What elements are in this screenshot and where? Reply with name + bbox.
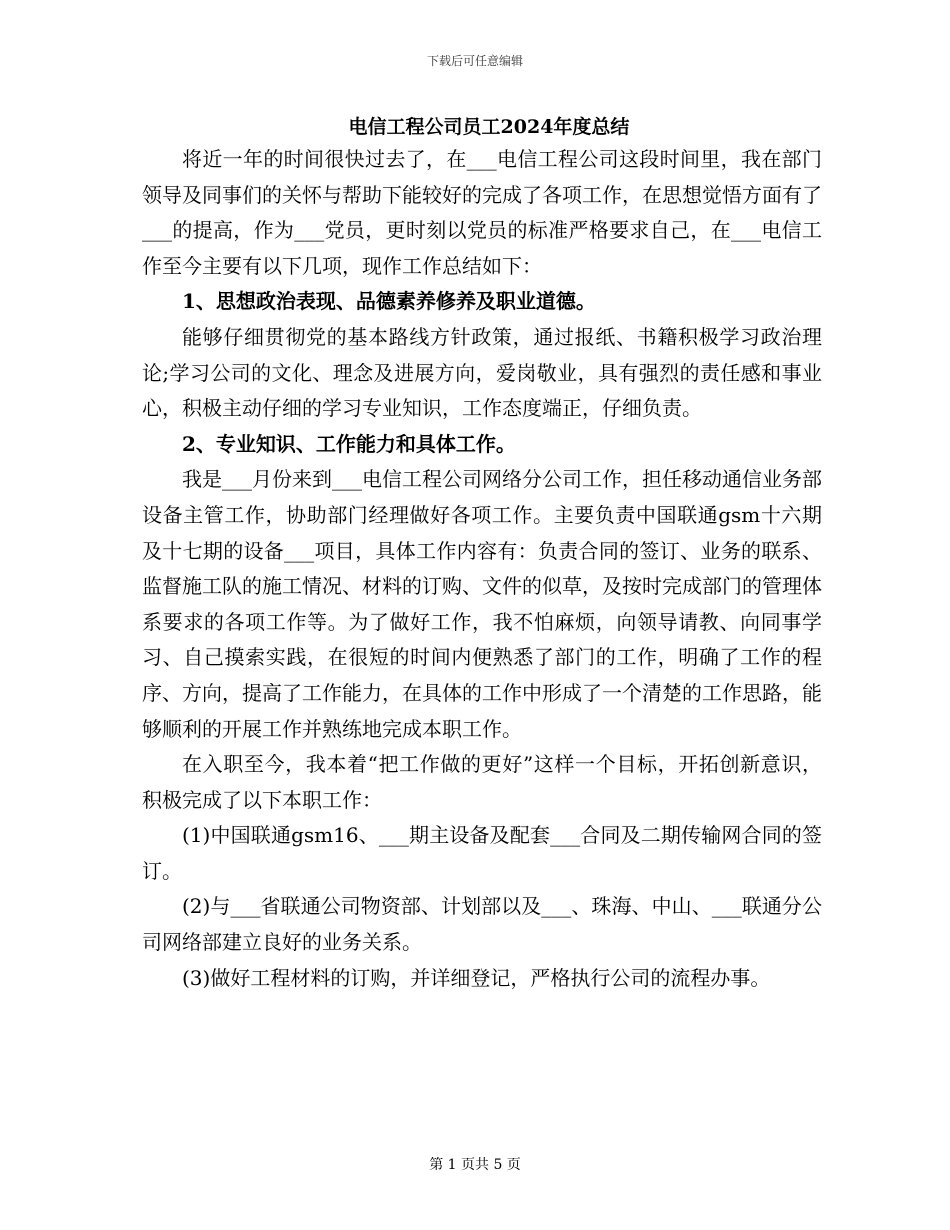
document-title: 电信工程公司员工2024年度总结: [348, 116, 630, 138]
paragraph-goal: 在入职至今，我本着“把工作做的更好”这样一个目标，开拓创新意识，积极完成了以下本职工作：: [142, 752, 822, 812]
list-item-2: (2)与___省联通公司物资部、计划部以及___、珠海、中山、___联通分公司网络部建立良好的业务关系。: [142, 894, 822, 955]
list-item-3: (3)做好工程材料的订购，并详细登记，严格执行公司的流程办事。: [182, 965, 771, 990]
page-number: 第 1 页共 5 页: [429, 1157, 521, 1173]
list-item-1: (1)中国联通gsm16、___期主设备及配套___合同及二期传输网合同的签订。: [142, 823, 822, 883]
document-body: [142, 112, 822, 996]
section-heading-2: 2、专业知识、工作能力和具体工作。: [182, 431, 516, 456]
paragraph-political: 能够仔细贯彻党的基本路线方针政策，通过报纸、书籍积极学习政治理论;学习公司的文化、理念及进展方向，爱岗敬业，具有强烈的责任感和事业心，积极主动仔细的学习专业知识，工作态度端正，仔细负责。: [142, 324, 822, 421]
paragraph-intro: 将近一年的时间很快过去了，在___电信工程公司这段时间里，我在部门领导及同事们的关怀与帮助下能较好的完成了各项工作，在思想觉悟方面有了___的提高，作为___党员，更时刻以党员的标准严格要求自己，在___电信工作至今主要有以下几项，现作工作总结如下：: [142, 147, 822, 278]
page-header-note: 下载后可任意编辑: [426, 54, 523, 68]
section-heading-1: 1、思想政治表现、品德素养修养及职业道德。: [182, 289, 596, 314]
paragraph-work: 我是___月份来到___电信工程公司网络分公司工作，担任移动通信业务部设备主管工作，协助部门经理做好各项工作。主要负责中国联通gsm十六期及十七期的设备___项目，具体工作内容有：负责合同的签订、业务的联系、监督施工队的施工情况、材料的订购、文件的似草，及按时完成部门的管理体系要求的各项工作等。为了做好工作，我不怕麻烦，向领导请教、向同事学习、自己摸索实践，在很短的时间内便熟悉了部门的工作，明确了工作的程序、方向，提高了工作能力，在具体的工作中形成了一个清楚的工作思路，能够顺利的开展工作并熟练地完成本职工作。: [142, 467, 822, 741]
